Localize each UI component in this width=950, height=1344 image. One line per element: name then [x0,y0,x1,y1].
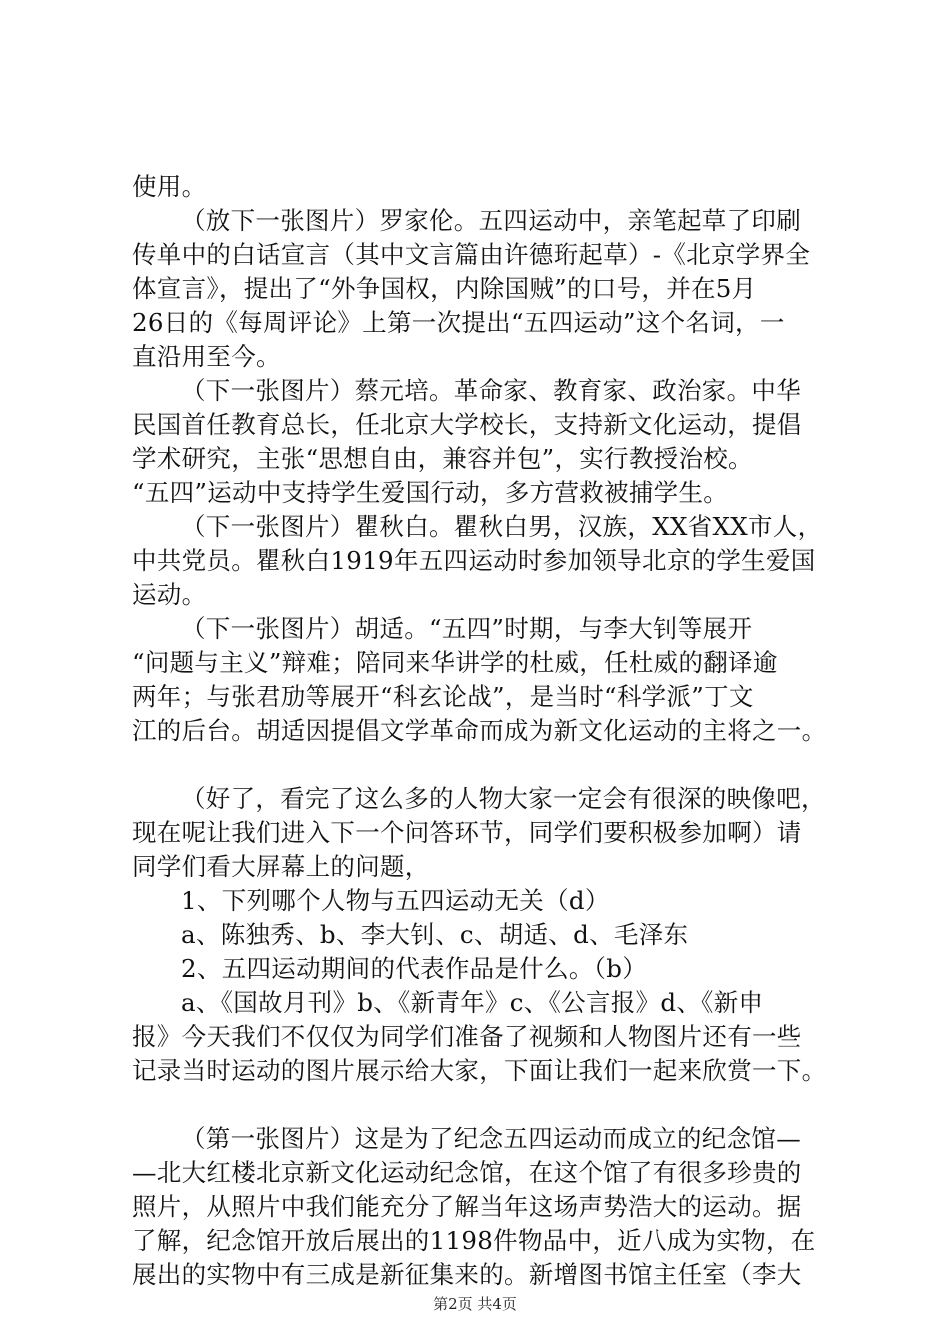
text-line: 江的后台。胡适因提倡文学革命而成为新文化运动的主将之一。 [132,716,827,745]
text-line: 同学们看大屏幕上的问题， [132,852,430,881]
question-line: 2、五四运动期间的代表作品是什么。（b） [181,954,648,983]
text-line: 两年；与张君劢等展开“科玄论战”，是当时“科学派”丁文 [132,682,754,711]
text-line: 现在呢让我们进入下一个问答环节，同学们要积极参加啊）请 [132,818,802,847]
text-line: 体宣言》，提出了“外争国权，内除国贼”的口号，并在5月 [132,274,757,303]
text-line: “五四”运动中支持学生爱国行动，多方营救被捕学生。 [132,478,729,507]
text-line: 传单中的白话宣言（其中文言篇由许德珩起草）-《北京学界全 [132,240,811,269]
text-line: （下一张图片）胡适。“五四”时期，与李大钊等展开 [181,614,753,643]
text-line: （好了，看完了这么多的人物大家一定会有很深的映像吧， [181,784,826,813]
answer-options-line: a、陈独秀、b、李大钊、c、胡适、d、毛泽东 [181,920,689,949]
text-line: 使用。 [132,172,207,201]
text-line: 展出的实物中有三成是新征集来的。新增图书馆主任室（李大 [132,1260,802,1289]
text-line: “问题与主义”辩难；陪同来华讲学的杜威，任杜威的翻译逾 [132,648,778,677]
text-line: 照片，从照片中我们能充分了解当年这场声势浩大的运动。据 [132,1192,802,1221]
blank-line [132,1088,852,1122]
text-line: （下一张图片）蔡元培。革命家、教育家、政治家。中华 [181,376,801,405]
text-line: （下一张图片）瞿秋白。瞿秋白男，汉族，XX省XX市人， [181,512,823,541]
text-line: （放下一张图片）罗家伦。五四运动中，亲笔起草了印刷 [181,206,801,235]
text-line: —北大红楼北京新文化运动纪念馆，在这个馆了有很多珍贵的 [132,1158,802,1187]
text-line: 报》今天我们不仅仅为同学们准备了视频和人物图片还有一些 [132,1022,802,1051]
text-line: （第一张图片）这是为了纪念五四运动而成立的纪念馆— [181,1124,801,1153]
blank-line [132,748,852,782]
text-line: 学术研究，主张“思想自由，兼容并包”，实行教授治校。 [132,444,753,473]
text-line: 了解，纪念馆开放后展出的1198件物品中，近八成为实物，在 [132,1226,816,1255]
text-line: 运动。 [132,580,207,609]
text-line: 记录当时运动的图片展示给大家，下面让我们一起来欣赏一下。 [132,1056,827,1085]
document-body [132,170,852,1292]
text-line: 直沿用至今。 [132,342,281,371]
page-number-footer: 第2页 共4页 [433,1295,517,1313]
text-line: 中共党员。瞿秋白1919年五四运动时参加领导北京的学生爱国 [132,546,816,575]
answer-options-line: a、《国故月刊》b、《新青年》c、《公言报》d、《新申 [181,988,764,1017]
text-line: 民国首任教育总长，任北京大学校长，支持新文化运动，提倡 [132,410,802,439]
question-line: 1、下列哪个人物与五四运动无关（d） [181,886,610,915]
text-line: 26日的《每周评论》上第一次提出“五四运动”这个名词，一 [132,308,785,337]
